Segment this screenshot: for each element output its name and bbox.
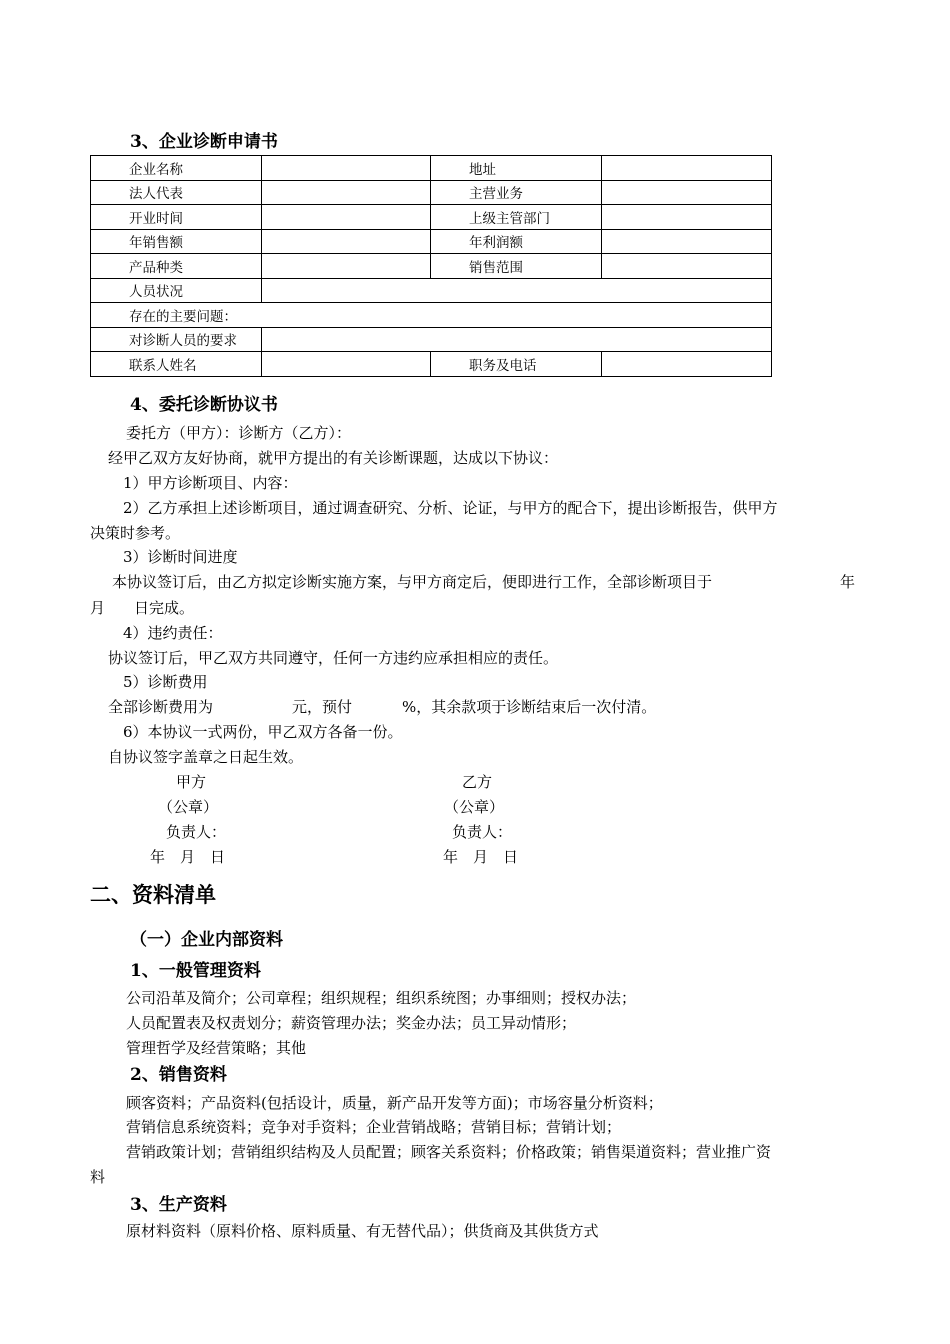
table-row xyxy=(91,327,772,352)
general-line-1: 公司沿革及简介；公司章程；组织规程；组织系统图；办事细则；授权办法； xyxy=(126,989,637,1007)
agreement-item-3-text: 本协议签订后，由乙方拟定诊断实施方案，与甲方商定后，便即进行工作，全部诊断项目于 xyxy=(112,573,713,591)
fee-remainder-text: %，其余款项于诊断结束后一次付清。 xyxy=(402,698,657,716)
fee-total-label: 全部诊断费用为 xyxy=(108,698,214,716)
party-a-date: 年 月 日 xyxy=(150,848,226,866)
general-line-3: 管理哲学及经营策略；其他 xyxy=(126,1039,307,1057)
field-supervisor-dept[interactable] xyxy=(602,205,772,230)
label-sales-range: 销售范围 xyxy=(431,254,602,279)
table-row xyxy=(91,180,772,205)
sales-line-1: 顾客资料；产品资料(包括设计，质量，新产品开发等方面)；市场容量分析资料； xyxy=(126,1094,663,1112)
party-b-date: 年 月 日 xyxy=(443,848,519,866)
label-address: 地址 xyxy=(431,156,602,181)
field-annual-sales[interactable] xyxy=(262,229,431,254)
label-legal-rep: 法人代表 xyxy=(91,180,262,205)
section3-title: 3、企业诊断申请书 xyxy=(130,132,278,152)
agreement-item-5: 5）诊断费用 xyxy=(123,673,208,691)
sales-line-2: 营销信息系统资料；竞争对手资料；企业营销战略；营销目标；营销计划； xyxy=(126,1118,622,1136)
label-supervisor-dept: 上级主管部门 xyxy=(431,205,602,230)
label-product-types: 产品种类 xyxy=(91,254,262,279)
label-staff-status: 人员状况 xyxy=(91,278,262,303)
agreement-item-4-text: 协议签订后，甲乙双方共同遵守，任何一方违约应承担相应的责任。 xyxy=(108,649,559,667)
label-position-phone: 职务及电话 xyxy=(431,352,602,377)
agreement-item-2-line1: 2）乙方承担上述诊断项目，通过调查研究、分析、论证，与甲方的配合下，提出诊断报告，供甲方 xyxy=(123,499,778,517)
field-main-business[interactable] xyxy=(602,180,772,205)
agreement-effective: 自协议签字盖章之日起生效。 xyxy=(108,748,304,766)
sales-heading: 2、销售资料 xyxy=(130,1065,227,1085)
label-main-problems[interactable]: 存在的主要问题： xyxy=(91,303,772,328)
party-a-seal: （公章） xyxy=(158,798,219,816)
field-legal-rep[interactable] xyxy=(262,180,431,205)
agreement-item-3-day: 日完成。 xyxy=(134,599,195,617)
table-row xyxy=(91,254,772,279)
table-row xyxy=(91,352,772,377)
label-main-business: 主营业务 xyxy=(431,180,602,205)
production-line-1: 原材料资料（原料价格、原料质量、有无替代品）；供货商及其供货方式 xyxy=(126,1222,599,1240)
agreement-parties: 委托方（甲方）：诊断方（乙方）： xyxy=(126,424,352,442)
production-heading: 3、生产资料 xyxy=(130,1195,227,1215)
party-a-name: 甲方 xyxy=(176,773,207,791)
label-annual-sales: 年销售额 xyxy=(91,229,262,254)
general-line-2: 人员配置表及权责划分；薪资管理办法；奖金办法；员工异动情形； xyxy=(126,1014,577,1032)
field-contact-name[interactable] xyxy=(262,352,431,377)
fee-prepay-label: 元，预付 xyxy=(292,698,353,716)
label-requirements: 对诊断人员的要求 xyxy=(91,327,262,352)
table-row xyxy=(91,303,772,328)
label-company-name: 企业名称 xyxy=(91,156,262,181)
party-a-person: 负责人： xyxy=(166,823,227,841)
party-b-name: 乙方 xyxy=(462,773,493,791)
field-address[interactable] xyxy=(602,156,772,181)
party-b-person: 负责人： xyxy=(452,823,513,841)
table-row xyxy=(91,229,772,254)
table-row xyxy=(91,278,772,303)
label-annual-profit: 年利润额 xyxy=(431,229,602,254)
table-row xyxy=(91,156,772,181)
agreement-item-1: 1）甲方诊断项目、内容： xyxy=(123,474,298,492)
sales-line-4: 料 xyxy=(90,1168,106,1186)
general-management-heading: 1、一般管理资料 xyxy=(130,961,261,981)
field-product-types[interactable] xyxy=(262,254,431,279)
section4-title: 4、委托诊断协议书 xyxy=(130,395,278,415)
agreement-item-3-month: 月 xyxy=(90,599,106,617)
internal-materials-heading: （一）企业内部资料 xyxy=(130,930,283,950)
agreement-item-2-line2: 决策时参考。 xyxy=(90,524,181,542)
field-opening-date[interactable] xyxy=(262,205,431,230)
agreement-item-6: 6）本协议一式两份，甲乙双方各备一份。 xyxy=(123,723,403,741)
party-b-seal: （公章） xyxy=(444,798,505,816)
field-company-name[interactable] xyxy=(262,156,431,181)
field-requirements[interactable] xyxy=(262,327,772,352)
field-sales-range[interactable] xyxy=(602,254,772,279)
diagnosis-application-table xyxy=(90,155,772,377)
section-two-title: 二、资料清单 xyxy=(90,882,216,907)
label-contact-name: 联系人姓名 xyxy=(91,352,262,377)
agreement-item-3-year: 年 xyxy=(840,573,856,591)
agreement-item-4: 4）违约责任： xyxy=(123,624,223,642)
label-opening-date: 开业时间 xyxy=(91,205,262,230)
table-row xyxy=(91,205,772,230)
sales-line-3: 营销政策计划；营销组织结构及人员配置；顾客关系资料；价格政策；销售渠道资料；营业推广资 xyxy=(126,1143,772,1161)
agreement-item-3: 3）诊断时间进度 xyxy=(123,548,238,566)
agreement-intro: 经甲乙双方友好协商，就甲方提出的有关诊断课题，达成以下协议： xyxy=(108,449,559,467)
field-annual-profit[interactable] xyxy=(602,229,772,254)
field-position-phone[interactable] xyxy=(602,352,772,377)
field-staff-status[interactable] xyxy=(262,278,772,303)
